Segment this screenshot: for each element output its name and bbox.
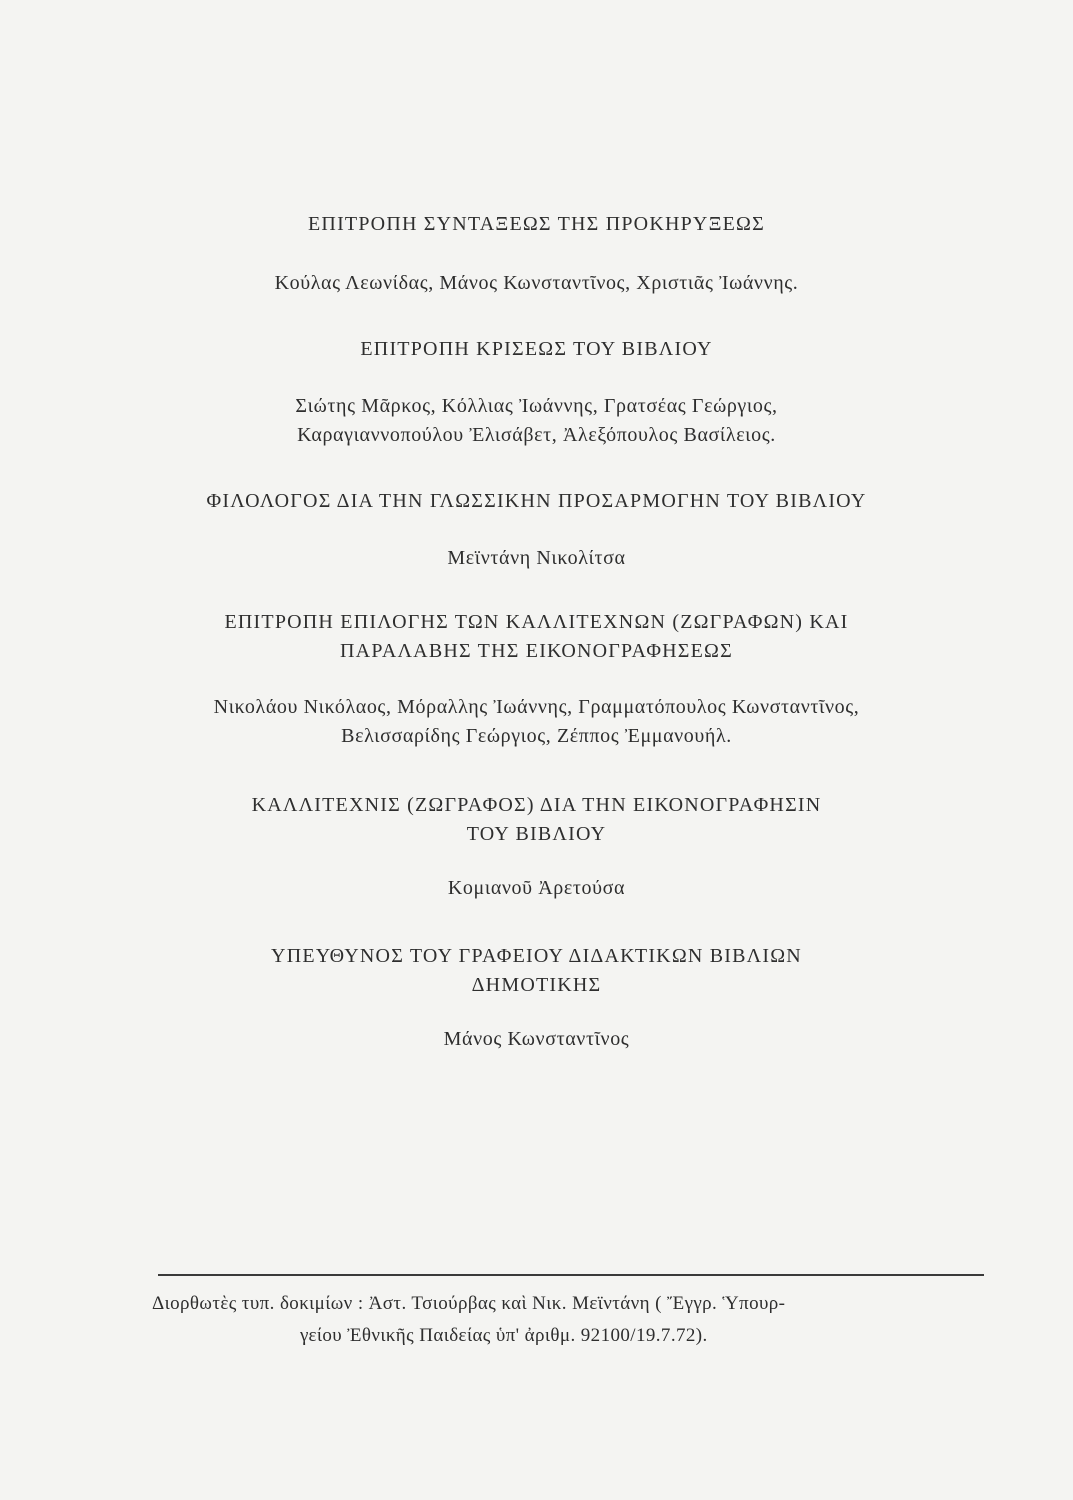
section-names-evaluation-committee-line-1: Σιώτης Μᾶρκος, Κόλλιας Ἰωάννης, Γρατσέας Γεώργιος, [295, 395, 778, 417]
section-names-artists-committee-line-2: Βελισσαρίδης Γεώργιος, Ζέππος Ἐμμανουήλ. [341, 725, 732, 747]
section-names-artists-committee-line-1: Νικολάου Νικόλαος, Μόραλλης Ἰωάννης, Γραμματόπουλος Κωνσταντῖνος, [213, 696, 860, 718]
section-heading-artists-committee-line-2: ΠΑΡΑΛΑΒΗΣ ΤΗΣ ΕΙΚΟΝΟΓΡΑΦΗΣΕΩΣ [340, 640, 733, 662]
section-names-illustrator: Κομιανοῦ Ἀρετούσα [447, 877, 626, 899]
section-heading-office-head-line-1: ΥΠΕΥΘΥΝΟΣ ΤΟΥ ΓΡΑΦΕΙΟΥ ΔΙΔΑΚΤΙΚΩΝ ΒΙΒΛΙΩΝ [271, 945, 802, 967]
section-heading-illustrator-line-1: ΚΑΛΛΙΤΕΧΝΙΣ (ΖΩΓΡΑΦΟΣ) ΔΙΑ ΤΗΝ ΕΙΚΟΝΟΓΡΑΦΗΣΙΝ [251, 794, 822, 816]
section-heading-artists-committee-line-1: ΕΠΙΤΡΟΠΗ ΕΠΙΛΟΓΗΣ ΤΩΝ ΚΑΛΛΙΤΕΧΝΩΝ (ΖΩΓΡΑΦΩΝ) ΚΑΙ [224, 611, 849, 633]
section-heading-illustrator-line-2: ΤΟΥ ΒΙΒΛΙΟΥ [466, 823, 607, 845]
section-heading-evaluation-committee: ΕΠΙΤΡΟΠΗ ΚΡΙΣΕΩΣ ΤΟΥ ΒΙΒΛΙΟΥ [360, 338, 713, 360]
section-heading-office-head-line-2: ΔΗΜΟΤΙΚΗΣ [471, 974, 602, 996]
section-names-evaluation-committee-line-2: Καραγιαννοπούλου Ἐλισάβετ, Ἀλεξόπουλος Βασίλειος. [297, 424, 776, 446]
section-heading-drafting-committee: ΕΠΙΤΡΟΠΗ ΣΥΝΤΑΞΕΩΣ ΤΗΣ ΠΡΟΚΗΡΥΞΕΩΣ [308, 213, 765, 235]
footnote-line-1: Διορθωτὲς τυπ. δοκιμίων : Ἀστ. Τσιούρβας καὶ Νικ. Μεϊντάνη ( Ἔγγρ. Ὑπουρ- [152, 1293, 786, 1314]
section-heading-philologist: ΦΙΛΟΛΟΓΟΣ ΔΙΑ ΤΗΝ ΓΛΩΣΣΙΚΗΝ ΠΡΟΣΑΡΜΟΓΗΝ ΤΟΥ ΒΙΒΛΙΟΥ [206, 490, 867, 512]
section-names-drafting-committee: Κούλας Λεωνίδας, Μάνος Κωνσταντῖνος, Χριστιᾶς Ἰωάννης. [274, 272, 799, 294]
section-names-office-head: Μάνος Κωνσταντῖνος [443, 1028, 630, 1050]
footnote-line-2: γείου Ἐθνικῆς Παιδείας ὑπ' ἀριθμ. 92100/19.7.72). [300, 1325, 708, 1346]
section-names-philologist: Μεϊντάνη Νικολίτσα [447, 547, 626, 569]
footnote-rule [158, 1274, 984, 1276]
